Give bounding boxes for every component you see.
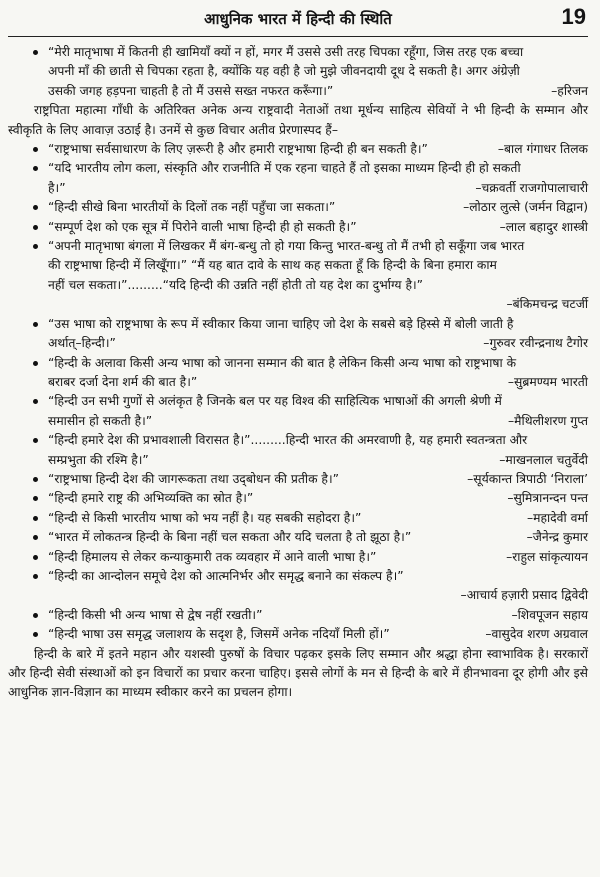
quote-item [8,237,588,315]
quote-line [48,528,588,547]
page-body [8,43,588,703]
intro-paragraph: राष्ट्रपिता महात्मा गाँधी के अतिरिक्त अनेक अन्य राष्ट्रवादी नेताओं तथा मूर्धन्य साहित्य सेवियों ने भी हिन्दी के सम्मान और स्वीकृति के लिए आवाज़ उठाई है। उनमें से कुछ विचार अतीव प्रेरणास्पद हैं– [8,103,588,137]
quote-line [48,373,588,392]
quote-author: –सुब्रमण्यम भारती [507,374,588,389]
quote-text: अर्थात्–हिन्दी।” [48,336,116,351]
conclusion-paragraph: हिन्दी के बारे में इतने महान और यशस्वी पुरुषों के विचार पढ़कर इसके लिए सम्मान और श्रद्धा होना स्वाभाविक है। सरकारों और हिन्दी सेवी संस्थाओं को इन विचारों का प्रचार करना चाहिए। इससे लोगों के मन से हिन्दी के बारे में हीनभावना दूर होगी और इसे आधुनिक ज्ञान-विज्ञान का माध्यम स्वीकार करने का प्रचलन होगा। [8,646,588,700]
quote-line [48,334,588,353]
quote-text: “भारत में लोकतन्त्र हिन्दी के बिना नहीं चल सकता और यदि चलता है तो झूठा है।” [48,530,412,545]
quote-line: “उस भाषा को राष्ट्रभाषा के रूप में स्वीकार किया जाना चाहिए जो देश के सबसे बड़े हिस्से में बोली जाती है [48,316,514,331]
page-number: 19 [561,4,586,29]
quote-author: –आचार्य हज़ारी प्रसाद द्विवेदी [460,588,588,603]
quote-item [8,392,588,431]
quote-text: “हिन्दी भाषा उस समृद्ध जलाशय के सदृश है, जिसमें अनेक नदियाँ मिली हों।” [48,627,390,642]
quote-item [8,548,588,567]
quote-author: –लाल बहादुर शास्त्री [499,219,588,234]
quote-item [8,140,588,159]
quote-line: “अपनी मातृभाषा बंगला में लिखकर मैं बंग-बन्धु तो हो गया किन्तु भारत-बन्धु तो मैं तभी हो सकूँगा जब भारत [48,239,525,254]
quote-text: उसकी जगह हड़पना चाहती है तो मैं उससे सख्त नफरत करूँगा।” [48,83,334,98]
quote-text: सम्प्रभुता की रश्मि है।” [48,452,149,467]
quote-author: –सुमित्रानन्दन पन्त [507,491,588,506]
quote-item [8,625,588,644]
quote-author: –शिवपूजन सहाय [511,607,588,622]
quote-author: –वासुदेव शरण अग्रवाल [485,627,588,642]
quote-item [8,489,588,508]
quote-line: “हिन्दी उन सभी गुणों से अलंकृत है जिनके बल पर यह विश्व की साहित्यिक भाषाओं की अगली श्रेणी में [48,394,502,409]
quote-author: –राहुल सांकृत्यायन [506,549,588,564]
quote-item [8,606,588,625]
quote-list-top [8,43,588,101]
quote-text: “हिन्दी हिमालय से लेकर कन्याकुमारी तक व्यवहार में आने वाली भाषा है।” [48,549,377,564]
quote-text: “हिन्दी किसी भी अन्य भाषा से द्वेष नहीं रखती।” [48,607,263,622]
quote-item [8,567,588,606]
quote-line [48,509,588,528]
chapter-title: आधुनिक भारत में हिन्दी की स्थिति [204,10,392,28]
quote-line: अपनी माँ की छाती से चिपका रहता है, क्योंकि यह वही है जो मुझे जीवनदायी दूध दे सकती है। अगर अंग्रेज़ी [48,64,520,79]
quote-text: बराबर दर्जा देना शर्म की बात है।” [48,374,198,389]
quote-line [48,470,588,489]
quote-line: “यदि भारतीय लोग कला, संस्कृति और राजनीति में एक रहना चाहते हैं तो इसका माध्यम हिन्दी ही हो सकती [48,161,521,176]
quote-line [48,82,588,101]
quote-author: –लोठार लुत्से (जर्मन विद्वान) [463,200,588,215]
quote-text: “सम्पूर्ण देश को एक सूत्र में पिरोने वाली भाषा हिन्दी ही हो सकती है।” [48,219,357,234]
quote-line [48,412,588,431]
running-header [8,0,588,37]
quote-line [48,606,588,625]
quote-text: “हिन्दी से किसी भारतीय भाषा को भय नहीं है। यह सबकी सहोदरा है।” [48,510,362,525]
quote-text: समासीन हो सकती है।” [48,413,153,428]
quote-line: की राष्ट्रभाषा हिन्दी में लिखूँगा।” “मैं यह बात दावे के साथ कह सकता हूँ कि हिन्दी के बिना हमारा काम [48,258,497,273]
quote-item [8,431,588,470]
quote-list [8,140,588,645]
quote-line [48,218,588,237]
quote-author: –गुरुवर रवीन्द्रनाथ टैगोर [483,336,588,351]
quote-text: “राष्ट्रभाषा हिन्दी देश की जागरूकता तथा उद्‌बोधन की प्रतीक है।” [48,471,339,486]
quote-line [48,198,588,217]
quote-author: –मैथिलीशरण गुप्त [508,413,588,428]
quote-author: –सूर्यकान्त त्रिपाठी ‘निराला’ [467,471,588,486]
quote-item [8,315,588,354]
quote-text: “राष्ट्रभाषा सर्वसाधारण के लिए ज़रूरी है और हमारी राष्ट्रभाषा हिन्दी ही बन सकती है।” [48,142,428,157]
quote-item [8,509,588,528]
quote-author: –महादेवी वर्मा [526,510,588,525]
quote-author: –हरिजन [551,83,588,98]
quote-line: “हिन्दी के अलावा किसी अन्य भाषा को जानना सम्मान की बात है लेकिन किसी अन्य भाषा को राष्ट्रभाषा के [48,355,517,370]
quote-line [48,548,588,567]
quote-line: “मेरी मातृभाषा में कितनी ही खामियाँ क्यों न हों, मगर मैं उससे उसी तरह चिपका रहूँगा, जिस तरह एक बच्चा [48,45,524,59]
quote-line: नहीं चल सकता।”.........“यदि हिन्दी की उन्नति नहीं होती तो यह देश का दुर्भाग्य है।” [48,277,424,292]
quote-text: “हिन्दी हमारे राष्ट्र की अभिव्यक्ति का स्रोत है।” [48,491,254,506]
quote-text: “हिन्दी सीखे बिना भारतीयों के दिलों तक नहीं पहुँचा जा सकता।” [48,200,336,215]
quote-line [48,140,588,159]
quote-text: है।” [48,180,66,195]
quote-line [48,625,588,644]
quote-item [8,43,588,101]
quote-author: –बाल गंगाधर तिलक [497,142,588,157]
quote-item [8,354,588,393]
quote-item [8,528,588,547]
quote-author: –जैनेन्द्र कुमार [526,530,588,545]
quote-line [48,179,588,198]
quote-author: –माखनलाल चतुर्वेदी [499,452,588,467]
quote-line: “हिन्दी का आन्दोलन समूचे देश को आत्मनिर्भर और समृद्ध बनाने का संकल्प है।” [48,568,404,583]
quote-author: –चक्रवर्ती राजगोपालाचारी [475,180,588,195]
quote-line [48,451,588,470]
quote-author: –बंकिमचन्द्र चटर्जी [506,297,588,312]
quote-item [8,470,588,489]
quote-item [8,198,588,217]
quote-item [8,159,588,198]
quote-line [48,489,588,508]
quote-item [8,218,588,237]
quote-line: “हिन्दी हमारे देश की प्रभावशाली विरासत है।”.........हिन्दी भारत की अमरवाणी है, यह हमारी स्वतन्त्रता और [48,433,528,448]
